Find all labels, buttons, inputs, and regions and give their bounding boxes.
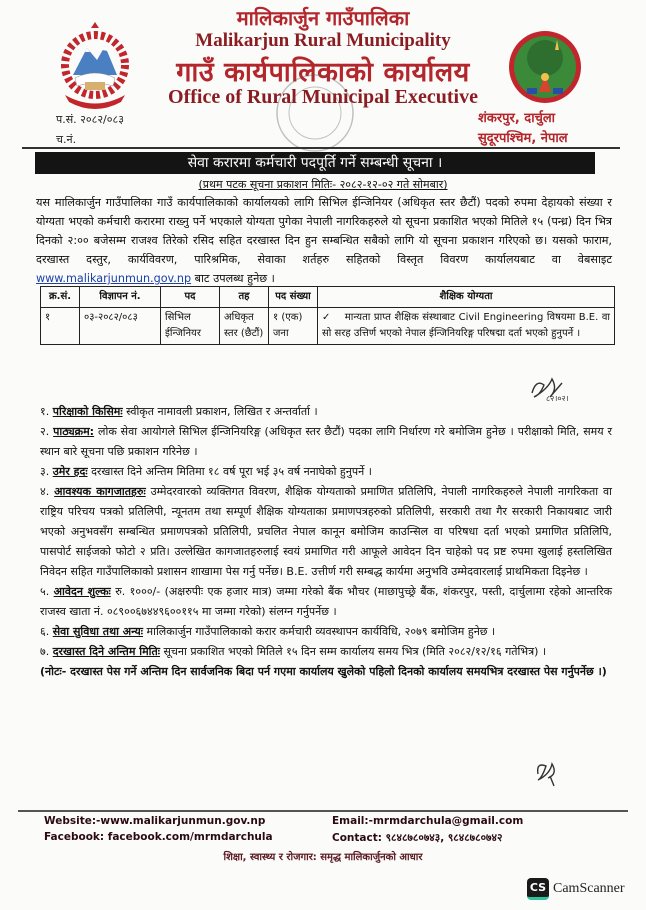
footer-contact: Contact: ९८४८७८०७४३, ९८४८७८०७४२ <box>332 832 503 844</box>
list-item: ५. आवेदन शुल्कः रु. १०००/- (अक्षरुपीः एक हजार मात्र) जम्मा गरेको बैंक भौचर (माछापुच्छ्रे बैंक, शंकरपुर, पस्ती, दार्चुलामा रहेको आन्तरिक राजस्व खाता नं. ०८९००६७४४९६००११५ मा जम्मा गरेको) संलग्न गर्नुपर्नेछ । <box>40 585 613 618</box>
header-ad-no: विज्ञापन नं. <box>80 287 161 308</box>
header-qualification: शैक्षिक योग्यता <box>318 287 615 308</box>
notice-title: सेवा करारमा कर्मचारी पदपूर्ति गर्ने सम्बन्धी सूचना । <box>35 152 595 174</box>
vacancy-table <box>40 286 615 345</box>
item-label: आवेदन शुल्कः <box>53 585 111 598</box>
cell-ad-no: ०३-२०८२/०८३ <box>80 308 161 345</box>
item-text: सूचना प्रकाशित भएको मितिले १५ दिन सम्म कार्यालय समय भित्र (मिति २०८२/१२/१६ गतेभित्र) । <box>163 645 547 658</box>
qualification-text: मान्यता प्राप्त शैक्षिक संस्थाबाट Civil Engineering विषयमा B.E. वा सो सरह उत्तिर्ण भएको नेपाल ईन्जिनियरिङ्ग परिषद्मा दर्ता भएको हुनुपर्ने । <box>322 312 610 339</box>
list-item: ७. दरखास्त दिने अन्तिम मितिः सूचना प्रकाशित भएको मितिले १५ दिन सम्म कार्यालय समय भित्र (मिति २०८२/१२/१६ गतेभित्र) । <box>40 645 547 658</box>
header-post: पद <box>161 287 220 308</box>
address-line-1: शंकरपुर, दार्चुला <box>478 111 556 126</box>
cell-qualification <box>318 308 615 345</box>
camscanner-logo-icon: CS <box>527 878 549 900</box>
signature-date: ८२।०२। <box>546 394 569 403</box>
footer-email[interactable]: Email:-mrmdarchula@gmail.com <box>332 815 524 827</box>
header-sn: क्र.सं. <box>41 287 80 308</box>
item-text: लोक सेवा आयोगले सिभिल ईन्जिनियरिङ्ग (अधिकृत स्तर छैटौं) पदका लागि निर्धारण गरे बमोजिम हुनेछ । परीक्षाको मिति, समय र स्थान बारे सूचना पछि प्रकाशन गरिनेछ । <box>40 425 613 458</box>
reference-dispatch-number: च.नं. <box>56 133 77 146</box>
item-label: उमेर हदः <box>52 465 88 478</box>
list-item: १. परिक्षाको किसिमः स्वीकृत नामावली प्रकाशन, लिखित र अन्तर्वार्ता । <box>40 405 318 418</box>
cell-count: १ (एक) जना <box>269 308 318 345</box>
item-label: सेवा सुविधा तथा अन्यः <box>52 625 144 638</box>
intro-text: यस मालिकार्जुन गाउँपालिका गाउँ कार्यपालिकाको कार्यालयको लागि सिभिल ईन्जिनियर (अधिकृत स्तर छैटौं) पदको रुपमा देहायको संख्या र योग्यता भएको कर्मचारी करारमा राख्नु पर्ने भएकाले योग्यता पुगेका नेपाली नागरिकहरुले यो सूचना प्रकाशित भएको मितिले १५ (पन्ध्र) दिन भित्र दिनको २:०० बजेसम्म राजश्व तिरेको रसिद सहित दरखास्त दिन हुन सम्बन्धित सबैको लागि यो सूचना प्रकाशन गरिएको छ। यसको फाराम, दरखास्त दस्तुर, कार्यविवरण, पारिश्रमिक, सेवाका शर्तहरु सहितको विस्तृत विवरण कार्यालयबाट वा वेबसाइट <box>36 196 612 266</box>
address-line-2: सुदूरपश्चिम, नेपाल <box>478 131 568 146</box>
footer-website[interactable]: Website:-www.malikarjunmun.gov.np <box>44 815 266 827</box>
list-item: ४. आवश्यक कागजातहरुः उम्मेदरवारको व्यक्तिगत विवरण, शैक्षिक योग्यताको प्रमाणित प्रतिलिपि, नेपाली नागरिकहरुले नेपाली नागरिकता वा राष्ट्रिय परिचय पत्रको प्रतिलिपी, न्यूनतम तथा सम्पूर्ण शैक्षिक योग्यताका प्रमाणपत्रहरुको प्रतिलिपी, सरकारी तथा गैर सरकारी निकायबाट जारी भएको अनुभवसँग सम्बन्धित प्रमाणपत्रको प्रतिलिपी, प्रचलित नेपाल कानून बमोजिम काउन्सिल वा परिषधा दर्ता भएको प्रमाणित प्रतिलिपि, पासपोर्ट साईजको फोटो २ प्रति। उल्लेखित कागजातहरुलाई स्वयं प्रमाणित गरी आफूले आवेदन दिन चाहेको पद प्रष्ट रुपमा खुलाई हस्तलिखित निवेदन सहित गाउँपालिकाको प्रशासन शाखामा पेस गर्नु पर्नेछ। B.E. उत्तीर्ण गरी सम्बद्ध कार्यमा अनुभवि उम्मेदवारलाई प्राथमिकता दिइनेछ । <box>40 485 612 578</box>
signature-icon <box>532 758 568 788</box>
office-name-english: Office of Rural Municipal Executive <box>168 86 478 108</box>
item-label: दरखास्त दिने अन्तिम मितिः <box>52 645 160 658</box>
checkmark-icon: ✓ <box>322 312 331 323</box>
office-name-nepali: गाउँ कार्यपालिकाको कार्यालय <box>176 57 470 88</box>
item-text: उम्मेदरवारको व्यक्तिगत विवरण, शैक्षिक योग्यताको प्रमाणित प्रतिलिपि, नेपाली नागरिकहरुले नेपाली नागरिकता वा राष्ट्रिय परिचय पत्रको प्रतिलिपी, न्यूनतम तथा सम्पूर्ण शैक्षिक योग्यताका प्रमाणपत्रहरुको प्रतिलिपी, सरकारी तथा गैर सरकारी निकायबाट जारी भएको अनुभवसँग सम्बन्धित प्रमाणपत्रको प्रतिलिपी, प्रचलित नेपाल कानून बमोजिम काउन्सिल वा परिषधा दर्ता भएको प्रमाणित प्रतिलिपि, पासपोर्ट साईजको फोटो २ प्रति। उल्लेखित कागजातहरुलाई स्वयं प्रमाणित गरी आफूले आवेदन दिन चाहेको पद प्रष्ट रुपमा खुलाई हस्तलिखित निवेदन सहित गाउँपालिकाको प्रशासन शाखामा पेस गर्नु पर्नेछ। B.E. उत्तीर्ण गरी सम्बद्ध कार्यमा अनुभवि उम्मेदवारलाई प्राथमिकता दिइनेछ । <box>40 485 612 578</box>
footer-divider <box>18 810 628 812</box>
conditions-list <box>40 402 612 682</box>
notice-intro <box>36 193 612 288</box>
reference-fiscal-year: प.सं. २०८२/०८३ <box>56 113 124 126</box>
note-text: (नोटः- दरखास्त पेस गर्ने अन्तिम दिन सार्वजनिक बिदा पर्न गएमा कार्यालय खुलेको पहिलो दिनको कार्यालय समयभित्र दरखास्त पेस गर्नुपर्नेछ ।) <box>40 665 607 678</box>
camscanner-watermark <box>527 878 625 900</box>
list-item: २. पाठ्यक्रम: लोक सेवा आयोगले सिभिल ईन्जिनियरिङ्ग (अधिकृत स्तर छैटौं) पदका लागि निर्धारण गरे बमोजिम हुनेछ । परीक्षाको मिति, समय र स्थान बारे सूचना पछि प्रकाशन गरिनेछ । <box>40 425 613 458</box>
header-divider <box>22 147 620 149</box>
header-count: पद संख्या <box>269 287 318 308</box>
item-text: दरखास्त दिने अन्तिम मितिमा १८ वर्ष पूरा भई ३५ वर्ष ननाघेको हुनुपर्ने । <box>91 465 372 478</box>
item-text: रु. १०००/- (अक्षरुपीः एक हजार मात्र) जम्मा गरेको बैंक भौचर (माछापुच्छ्रे बैंक, शंकरपुर, पस्ती, दार्चुलामा रहेको आन्तरिक राजस्व खाता नं. ०८९००६७४४९६००११५ मा जम्मा गरेको) संलग्न गर्नुपर्नेछ । <box>40 585 613 618</box>
office-stamp-icon <box>260 68 370 158</box>
intro-suffix: बाट उपलब्ध हुनेछ । <box>194 272 275 285</box>
item-label: आवश्यक कागजातहरुः <box>54 485 146 498</box>
table-header-row <box>41 287 615 308</box>
cell-sn: १ <box>41 308 80 345</box>
table-row <box>41 308 615 345</box>
cell-level: अधिकृत स्तर (छैटौं) <box>220 308 269 345</box>
municipality-name-nepali: मालिकार्जुन गाउँपालिका <box>236 6 410 30</box>
item-label: पाठ्यक्रम: <box>53 425 95 438</box>
list-item: ६. सेवा सुविधा तथा अन्यः मालिकार्जुन गाउँपालिकाको करार कर्मचारी व्यवस्थापन कार्यविधि, २०७९ बमोजिम हुनेछ । <box>40 625 496 638</box>
footer-facebook[interactable]: Facebook: facebook.com/mrmdarchula <box>44 831 273 843</box>
camscanner-label: CamScanner <box>553 881 625 896</box>
website-link[interactable]: www.malikarjunmun.gov.np <box>36 272 192 285</box>
item-label: परिक्षाको किसिमः <box>52 405 123 418</box>
notice-subtitle: (प्रथम पटक सूचना प्रकाशन मितिः- २०८२-१२-०२ गते सोमबार) <box>198 178 448 191</box>
footer-slogan: शिक्षा, स्वास्थ्य र रोजगार: समृद्ध मालिकार्जुनको आधार <box>223 852 423 863</box>
cell-post: सिभिल ईन्जिनियर <box>161 308 220 345</box>
item-text: मालिकार्जुन गाउँपालिकाको करार कर्मचारी व्यवस्थापन कार्यविधि, २०७९ बमोजिम हुनेछ । <box>146 625 496 638</box>
item-text: स्वीकृत नामावली प्रकाशन, लिखित र अन्तर्वार्ता । <box>126 405 318 418</box>
header-level: तह <box>220 287 269 308</box>
list-item: ३. उमेर हदः दरखास्त दिने अन्तिम मितिमा १८ वर्ष पूरा भई ३५ वर्ष ननाघेको हुनुपर्ने । <box>40 465 372 478</box>
municipality-name-english: Malikarjun Rural Municipality <box>195 30 451 51</box>
